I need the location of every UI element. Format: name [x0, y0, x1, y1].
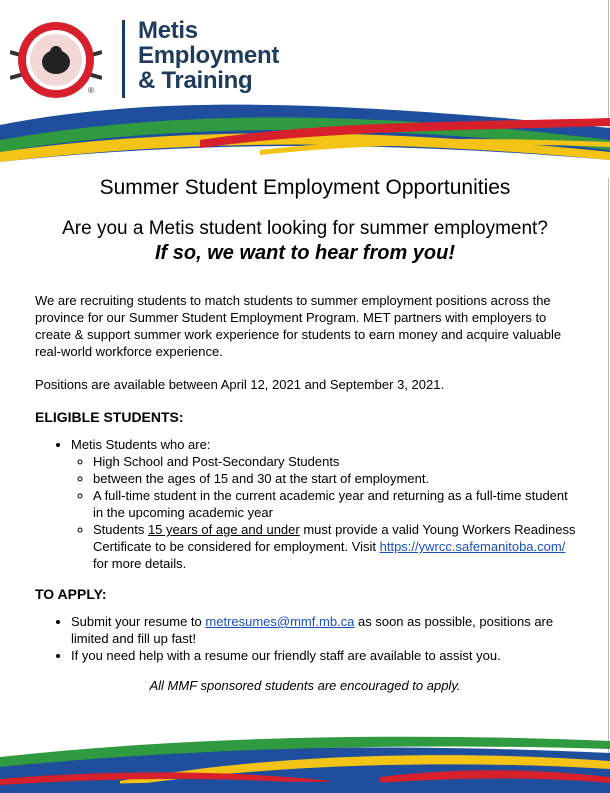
intro-paragraph: We are recruiting students to match students to summer employment positions across the province for our Summer Student Employment Program. MET partners with employers to create & support summer work experience for students to earn money and acquire valuable real-world workforce experience.: [35, 293, 562, 359]
eligible-sublist: [71, 453, 580, 572]
apply-heading: TO APPLY:: [35, 586, 107, 602]
list-item: ◦ High School and Post-Secondary Students: [93, 453, 580, 470]
apply-list: [35, 613, 580, 664]
text-segment: as soon as possible, positions are limited and fill up fast!: [71, 614, 554, 646]
dates-paragraph: Positions are available between April 12, 2021 and September 3, 2021.: [35, 377, 445, 392]
question-heading: Are you a Metis student looking for summer employment?: [62, 218, 548, 239]
email-link[interactable]: metresumes@mmf.mb.ca: [205, 614, 355, 629]
list-item: [93, 521, 580, 572]
body-content: [35, 292, 580, 678]
logo-wordmark: [138, 18, 279, 93]
closing-note: All MMF sponsored students are encouraged to apply.: [149, 678, 461, 693]
eligible-item-label: Metis Students who are:: [71, 437, 211, 452]
list-item: ◦ A full-time student in the current academic year and returning as a full-time student in the upcoming academic year: [93, 487, 580, 521]
logo-divider: [122, 20, 125, 98]
list-item: ◦ between the ages of 15 and 30 at the start of employment.: [93, 470, 580, 487]
logo-line-2: Employment: [138, 42, 280, 69]
text-segment: Students: [93, 522, 148, 537]
text-segment: for more details.: [93, 556, 187, 571]
text-segment: must provide a valid Young Workers Readiness Certificate to be considered for employment. Visit: [93, 522, 576, 554]
underlined-text: 15 years of age and under: [147, 522, 300, 537]
logo-line-1: Metis: [138, 17, 198, 44]
logo-line-3: & Training: [138, 67, 253, 94]
eligible-list: [35, 436, 580, 572]
list-item: • If you need help with a resume our friendly staff are available to assist you.: [71, 647, 580, 664]
list-item: [71, 613, 580, 647]
text-segment: Submit your resume to: [71, 614, 206, 629]
eligible-heading: ELIGIBLE STUDENTS:: [35, 409, 184, 425]
list-item: [71, 436, 580, 572]
footer-swoosh-graphic: [0, 721, 610, 793]
safemanitoba-link[interactable]: https://ywrcc.safemanitoba.com/: [379, 539, 566, 554]
page-title: Summer Student Employment Opportunities: [99, 176, 511, 199]
tagline: If so, we want to hear from you!: [154, 242, 456, 264]
registered-mark: ®: [88, 86, 94, 95]
